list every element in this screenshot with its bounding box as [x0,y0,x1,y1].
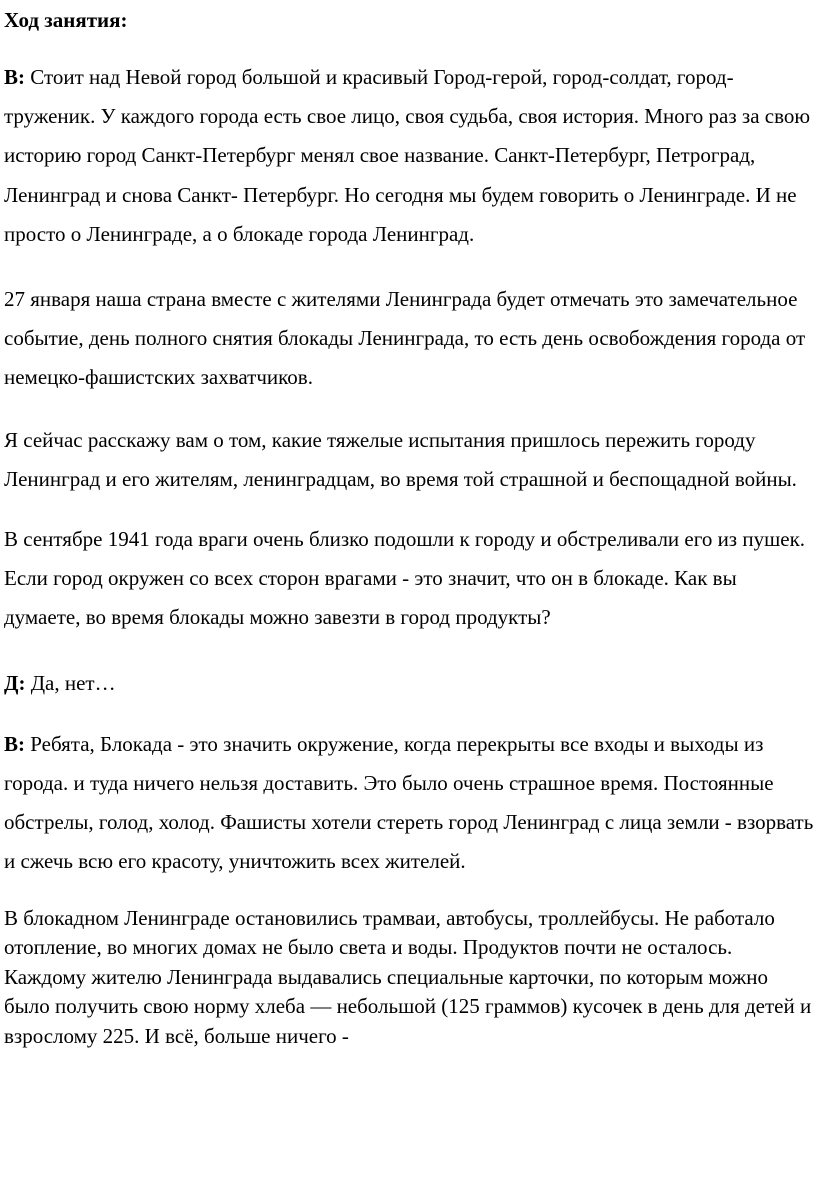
paragraph-6 [4,725,816,882]
paragraph-text: Ребята, Блокада - это значить окружение, когда перекрыты все входы и выходы из города. и туда ничего нельзя доставить. Это было очень страшное время. Постоянные обстрелы, голод, холод. Фашисты хотели стереть город Ленинград с лица земли - взорвать и сжечь всю его красоту, уничтожить всех жителей. [4,731,814,874]
paragraph-text: Да, нет… [25,670,116,695]
paragraph-5 [4,664,816,703]
paragraph-7: В блокадном Ленинграде остановились трамваи, автобусы, троллейбусы. Не работало отопление, во многих домах не было света и воды. Продуктов почти не осталось. Каждому жителю Ленинграда выдавались специальные карточки, по которым можно было получить свою норму хлеба — небольшой (125 граммов) кусочек в день для детей и взрослому 225. И всё, больше ничего - [4,905,812,1049]
paragraph-2: 27 января наша страна вместе с жителями Ленинграда будет отмечать это замечательное событие, день полного снятия блокады Ленинграда, то есть день освобождения города от немецко-фашистских захватчиков. [4,287,806,390]
speaker-label: В: [4,731,25,756]
document-page [4,0,816,1052]
speaker-label: В: [4,65,25,89]
speaker-label: Д: [4,670,26,695]
lesson-title: Ход занятия: [4,8,128,32]
paragraph-3: Я сейчас расскажу вам о том, какие тяжелые испытания пришлось пережить городу Ленинград и его жителям, ленинградцам, во время той страшной и беспощадной войны. [4,427,797,491]
paragraph-1 [4,58,816,254]
paragraph-4: В сентябре 1941 года враги очень близко подошли к городу и обстреливали его из пушек. Если город окружен со всех сторон врагами - это значит, что он в блокаде. Как вы думаете, во время блокады можно завезти в город продукты? [4,527,806,630]
paragraph-text: Стоит над Невой город большой и красивый Город-герой, город-солдат, город- труженик. У каждого города есть свое лицо, своя судьба, своя история. Много раз за свою историю город Санкт-Петербург менял свое название. Санкт-Петербург, Петроград, Ленинград и снова Санкт- Петербург. Но сегодня мы будем говорить о Ленинграде. И не просто о Ленинграде, а о блокаде города Ленинград. [4,65,811,246]
